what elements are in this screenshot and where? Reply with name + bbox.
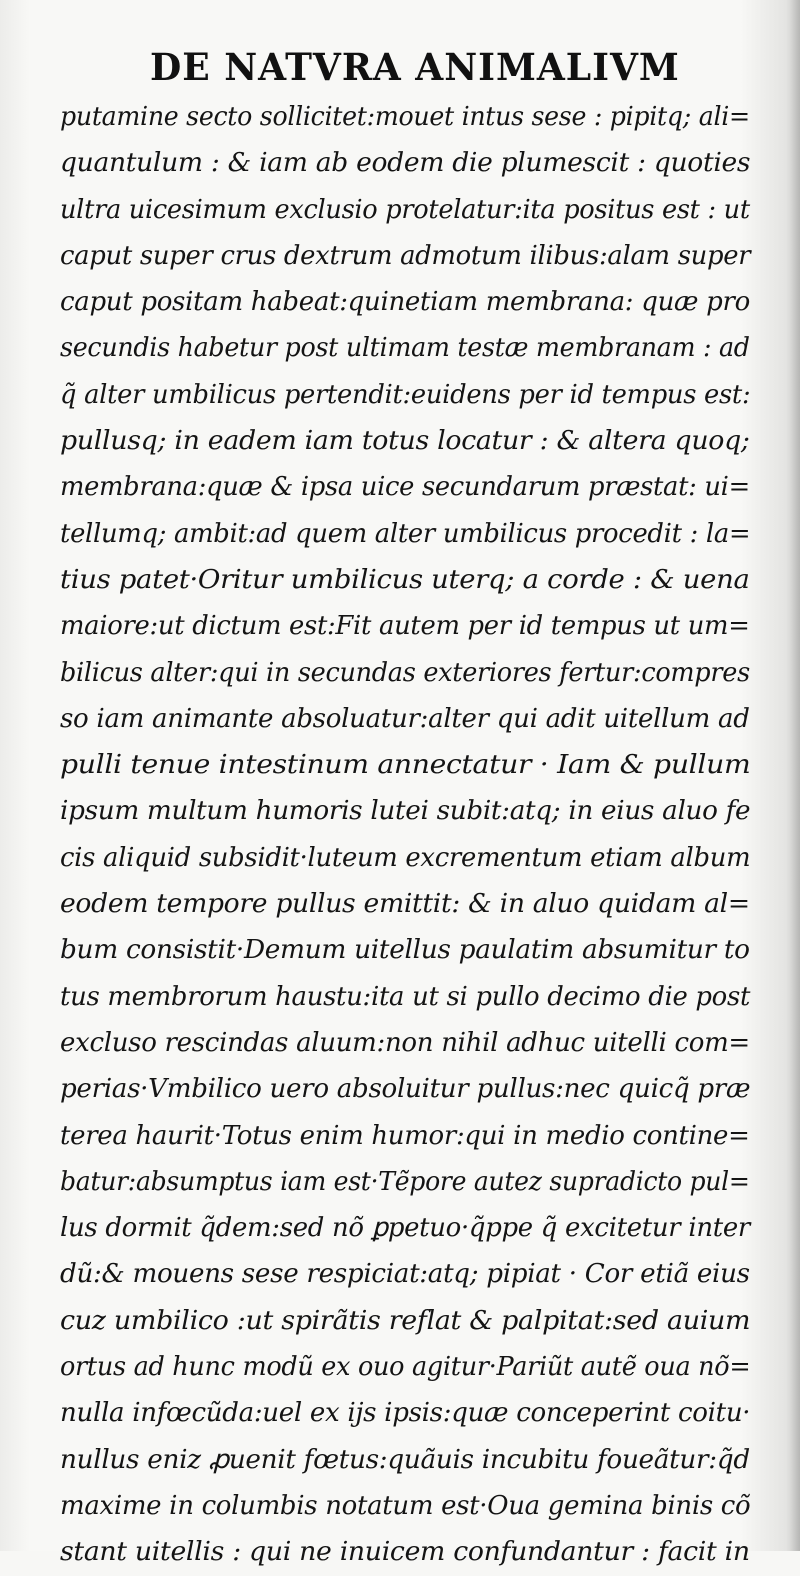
text-line: so iam animante absoluatur:alter qui adit uitellum ad <box>60 703 750 734</box>
text-line: maxime in columbis notatum est·Oua gemina binis cõ <box>60 1490 751 1521</box>
text-line: ipsum multum humoris lutei subit:atq; in eius aluo fe <box>60 796 751 827</box>
text-line: putamine secto sollicitet:mouet intus sese : pipitq; ali= <box>60 102 750 132</box>
text-line: cis aliquid subsidit·luteum excrementum etiam album <box>60 842 751 873</box>
text-line: bum consistit·Demum uitellus paulatim absumitur to <box>60 935 750 966</box>
body-text <box>60 94 750 1576</box>
text-line: pulli tenue intestinum annectatur · Iam & pullum <box>60 750 751 781</box>
text-line: caput super crus dextrum admotum ilibus:alam super <box>60 240 751 271</box>
text-line: quantulum : & iam ab eodem die plumescit : quoties <box>60 148 751 179</box>
running-head: DE NATVRA ANIMALIVM <box>150 45 680 89</box>
text-line: ortus ad hunc modũ ex ouo agitur·Pariũt autẽ oua nõ= <box>60 1352 751 1383</box>
text-line: nullus eniz ꝓuenit fœtus:quãuis incubitu foueãtur:q̃d <box>60 1444 750 1475</box>
text-line: secundis habetur post ultimam testæ membranam : ad <box>60 333 750 364</box>
text-line: lus dormit q̃dem:sed nõ ꝑpetuo·q̃ppe q̃ excitetur inter <box>60 1213 750 1244</box>
text-line: bilicus alter:qui in secundas exteriores fertur:compres <box>60 657 750 688</box>
text-line: pullusq; in eadem iam totus locatur : & altera quoq; <box>60 426 750 457</box>
text-line: maiore:ut dictum est:Fit autem per id tempus ut um= <box>60 611 750 642</box>
text-line: ultra uicesimum exclusio protelatur:ita positus est : ut <box>60 194 750 225</box>
text-line: tius patet·Oritur umbilicus uterq; a corde : & uena <box>60 564 750 595</box>
text-line: batur:absumptus iam est·Tẽpore autez supradicto pul= <box>60 1166 750 1197</box>
text-line: stant uitellis : qui ne inuicem confundantur : facit in <box>60 1537 750 1568</box>
text-line: excluso rescindas aluum:non nihil adhuc uitelli com= <box>60 1027 750 1058</box>
text-line: tellumq; ambit:ad quem alter umbilicus procedit : la= <box>60 518 751 549</box>
text-line: terea haurit·Totus enim humor:qui in medio contine= <box>60 1120 750 1151</box>
text-line: nulla infœcũda:uel ex ijs ipsis:quæ conceperint coitu· <box>60 1398 751 1429</box>
text-line: tus membrorum haustu:ita ut si pullo decimo die post <box>60 981 751 1012</box>
text-line: cuz umbilico :ut spirãtis reflat & palpitat:sed auium <box>60 1305 751 1336</box>
text-line: perias·Vmbilico uero absoluitur pullus:nec quicq̃ præ <box>60 1074 751 1105</box>
text-line: q̃ alter umbilicus pertendit:euidens per id tempus est: <box>60 379 751 410</box>
text-line: eodem tempore pullus emittit: & in aluo quidam al= <box>60 889 750 920</box>
text-line: membrana:quæ & ipsa uice secundarum præstat: ui= <box>60 472 750 503</box>
text-line: dũ:& mouens sese respiciat:atq; pipiat · Cor etiã eius <box>60 1259 750 1290</box>
text-line: caput positam habeat:quinetiam membrana: quæ pro <box>60 287 750 318</box>
